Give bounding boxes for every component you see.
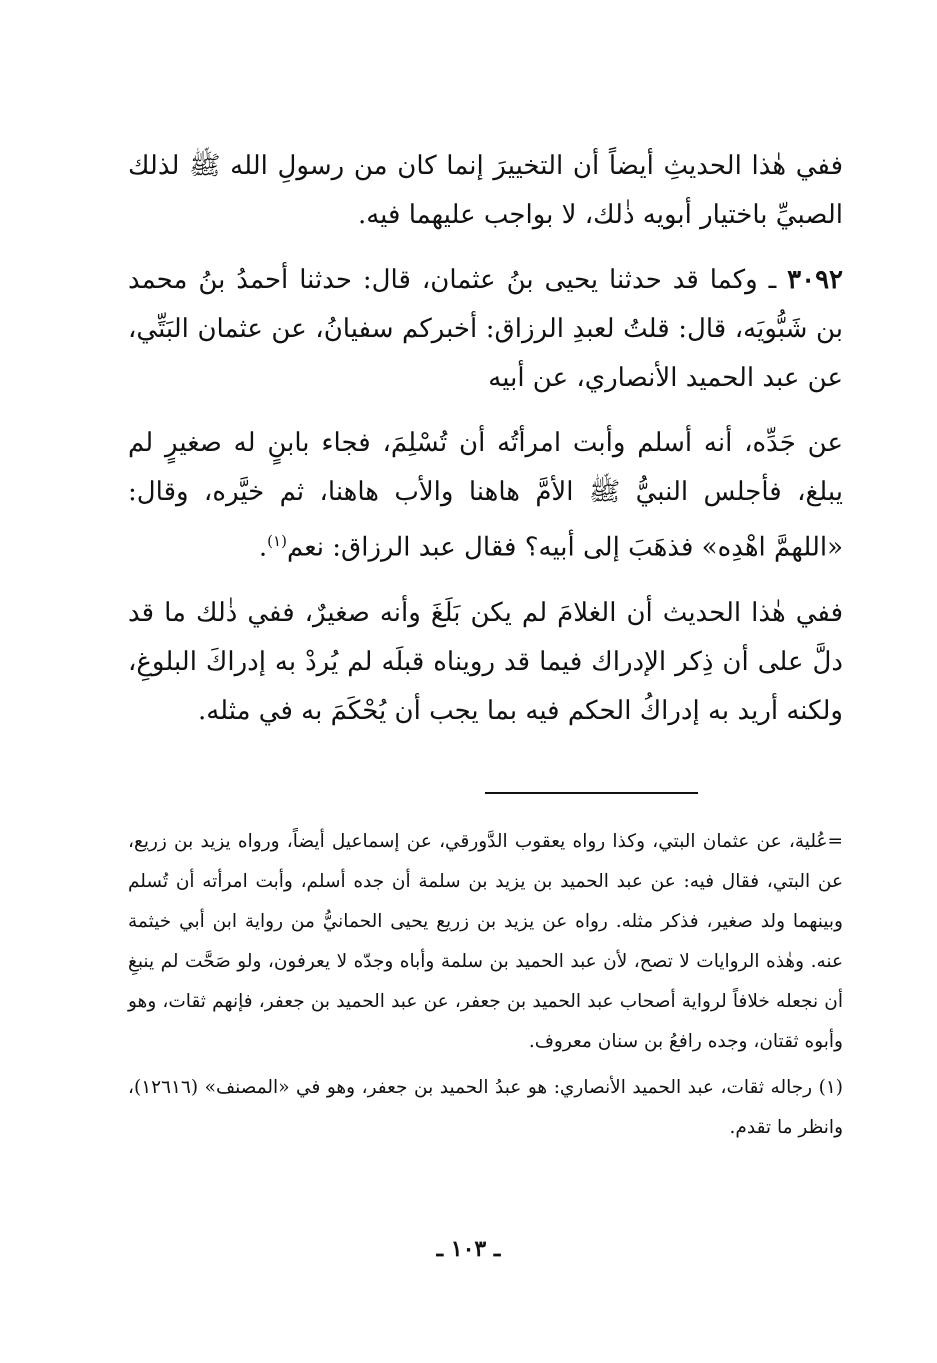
paragraph-3-text: عن جَدِّه، أنه أسلم وأبت امرأتُه أن تُسْلِمَ، فجاء بابنٍ له صغيرٍ لم يبلغ، فأجلس النبيُّ ﷺ الأمَّ هاهنا والأب هاهنا، ثم خيَّره، وقال: «اللهمَّ اهْدِه» فذهَبَ إلى أبيه؟ فقال عبد الرزاق: نعم: [128, 428, 843, 563]
paragraph-2: [128, 256, 843, 403]
footnote-divider: [485, 792, 698, 794]
paragraph-4: [128, 589, 843, 736]
footnote-1: (١) رجاله ثقات، عبد الحميد الأنصاري: هو عبدُ الحميد بن جعفر، وهو في «المصنف» (١٢٦١٦)، وانظر ما تقدم.: [128, 1077, 843, 1138]
page-number: ـ ١٠٣ ـ: [436, 1236, 501, 1262]
paragraph-1-text: ففي هٰذا الحديثِ أيضاً أن التخييرَ إنما كان من رسولِ الله ﷺ لذلك الصبيِّ باختيار أبويه ذٰلك، لا بواجب عليهما فيه.: [128, 151, 843, 230]
paragraph-3: عن جَدِّه، أنه أسلم وأبت امرأتُه أن تُسْلِمَ، فجاء بابنٍ له صغيرٍ لم يبلغ، فأجلس النبيُّ ﷺ الأمَّ هاهنا والأب هاهنا، ثم خيَّره، وقال: «اللهمَّ اهْدِه» فذهَبَ إلى أبيه؟ فقال عبد الرزاق: نعم$^{(١)}$.: [128, 428, 843, 563]
paragraph-1: [128, 142, 843, 240]
footnote-reference: (١): [267, 532, 287, 550]
hadith-number: ٣٠٩٢: [787, 265, 843, 295]
footnotes: [128, 822, 843, 1154]
paragraph-2-text: ـ وكما قد حدثنا يحيى بنُ عثمان، قال: حدثنا أحمدُ بنُ محمد بن شَبُّويَه، قال: قلتُ لعبدِ الرزاق: أخبركم سفيانُ، عن عثمان البَتِّي، عن عبد الحميد الأنصاري، عن أبيه: [128, 265, 843, 393]
footnote-continuation: =عُلية، عن عثمان البتي، وكذا رواه يعقوب الدَّورقي، عن إسماعيل أيضاً، ورواه يزيد بن زريع، عن البتي، فقال فيه: عن عبد الحميد بن يزيد بن سلمة أن جده أسلم، وأبت امرأته أن تُسلم وبينهما ولد صغير، فذكر مثله. رواه عن يزيد بن زريع يحيى الحمانيُّ من رواية ابن أبي خيثمة عنه. وهٰذه الروايات لا تصح، لأن عبد الحميد بن سلمة وأباه وجدّه لا يعرفون، ولو صَحَّت لم ينبغِ أن نجعله خلافاً لرواية أصحاب عبد الحميد بن جعفر، عن عبد الحميد بن جعفر، فإنهم ثقات، وهو وأبوه ثقتان، وجده رافعُ بن سنان معروف.: [128, 831, 843, 1052]
main-text: [128, 142, 843, 752]
paragraph-4-text: ففي هٰذا الحديث أن الغلامَ لم يكن بَلَغَ وأنه صغيرٌ، ففي ذٰلك ما قد دلَّ على أن ذِكر الإدراك فيما قد رويناه قبلَه لم يُردْ به إدراكَ البلوغِ، ولكنه أريد به إدراكُ الحكم فيه بما يجب أن يُحْكَمَ به في مثله.: [128, 597, 843, 726]
